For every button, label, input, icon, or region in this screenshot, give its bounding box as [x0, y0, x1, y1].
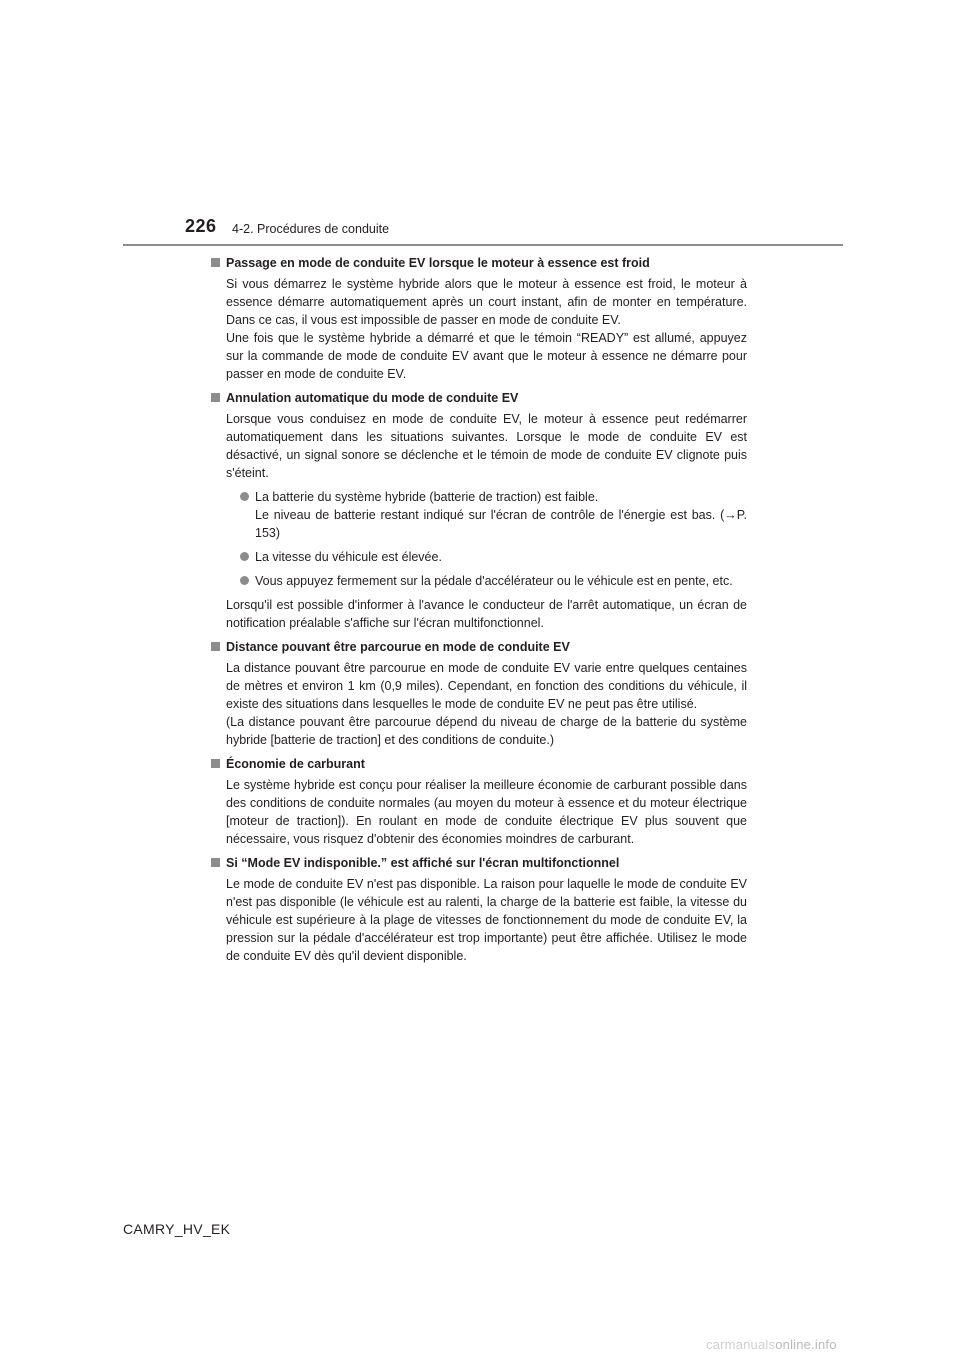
model-code: CAMRY_HV_EK — [123, 1221, 231, 1237]
section-ev-distance — [211, 638, 747, 749]
section-title: Distance pouvant être parcourue en mode de conduite EV — [226, 640, 570, 654]
section-heading — [211, 389, 747, 407]
section-heading — [211, 254, 747, 272]
list-item — [240, 548, 747, 566]
section-ev-unavailable — [211, 854, 747, 965]
square-bullet-icon — [211, 642, 220, 651]
section-title: Passage en mode de conduite EV lorsque le moteur à essence est froid — [226, 256, 650, 270]
page-body — [211, 254, 747, 971]
section-ev-cold-engine — [211, 254, 747, 383]
breadcrumb: 4-2. Procédures de conduite — [232, 222, 390, 236]
paragraph: Lorsque vous conduisez en mode de conduite EV, le moteur à essence peut redémarrer automatiquement dans les situations suivantes. Lorsque le mode de conduite EV est désactivé, un signal sonore se déclenche et le témoin de mode de conduite EV clignote puis s'éteint. — [226, 412, 747, 480]
square-bullet-icon — [211, 858, 220, 867]
section-ev-auto-cancel — [211, 389, 747, 632]
round-bullet-icon — [240, 576, 249, 585]
paragraph: (La distance pouvant être parcourue dépend du niveau de charge de la batterie du système hybride [batterie de traction] et des conditions de conduite.) — [226, 715, 747, 747]
list-item-text: La batterie du système hybride (batterie de traction) est faible. — [255, 490, 599, 504]
paragraph: Le système hybride est conçu pour réaliser la meilleure économie de carburant possible dans des conditions de conduite normales (au moyen du moteur à essence et du moteur électrique [moteur de traction]). En roulant en mode de conduite électrique EV plus souvent que nécessaire, vous risquez d'obtenir des économies moindres de carburant. — [226, 778, 747, 846]
section-fuel-economy — [211, 755, 747, 848]
watermark-part: carmanuals — [706, 1337, 776, 1352]
paragraph: Une fois que le système hybride a démarré et que le témoin “READY” est allumé, appuyez sur la commande de mode de conduite EV avant que le moteur à essence ne démarre pour passer en mode de conduite EV. — [226, 331, 747, 381]
list-item — [240, 488, 747, 542]
list-item-text: Vous appuyez fermement sur la pédale d'accélérateur ou le véhicule est en pente, etc. — [255, 574, 733, 588]
section-title: Annulation automatique du mode de conduite EV — [226, 391, 519, 405]
watermark — [706, 1337, 837, 1352]
round-bullet-icon — [240, 492, 249, 501]
watermark-part: online.info — [775, 1337, 837, 1352]
square-bullet-icon — [211, 258, 220, 267]
list-item — [240, 572, 747, 590]
section-heading — [211, 755, 747, 773]
section-title: Si “Mode EV indisponible.” est affiché sur l'écran multifonctionnel — [226, 856, 620, 870]
section-title: Économie de carburant — [226, 757, 365, 771]
round-bullet-icon — [240, 552, 249, 561]
square-bullet-icon — [211, 759, 220, 768]
list-item-text: La vitesse du véhicule est élevée. — [255, 550, 442, 564]
section-heading — [211, 854, 747, 872]
paragraph: Le mode de conduite EV n'est pas disponible. La raison pour laquelle le mode de conduite EV n'est pas disponible (le véhicule est au ralenti, la charge de la batterie est faible, la vitesse du véhicule est supérieure à la plage de vitesses de fonctionnement du mode de conduite EV, la pression sur la pédale d'accélérateur est trop importante) peut être affichée. Utilisez le mode de conduite EV dès qu'il devient disponible. — [226, 877, 747, 963]
header-divider — [123, 244, 843, 246]
section-heading — [211, 638, 747, 656]
paragraph: Lorsqu'il est possible d'informer à l'avance le conducteur de l'arrêt automatique, un écran de notification préalable s'affiche sur l'écran multifonctionnel. — [226, 598, 747, 630]
paragraph: La distance pouvant être parcourue en mode de conduite EV varie entre quelques centaines de mètres et environ 1 km (0,9 miles). Cependant, en fonction des conditions du véhicule, il existe des situations dans lesquelles le mode de conduite EV ne peut pas être utilisé. — [226, 661, 747, 711]
list-item-detail: Le niveau de batterie restant indiqué sur l'écran de contrôle de l'énergie est bas. (→P. 153) — [255, 508, 747, 540]
page-number: 226 — [185, 216, 217, 236]
square-bullet-icon — [211, 393, 220, 402]
paragraph: Si vous démarrez le système hybride alors que le moteur à essence est froid, le moteur à essence démarre automatiquement après un court instant, afin de monter en température. Dans ce cas, il vous est impossible de passer en mode de conduite EV. — [226, 277, 747, 327]
